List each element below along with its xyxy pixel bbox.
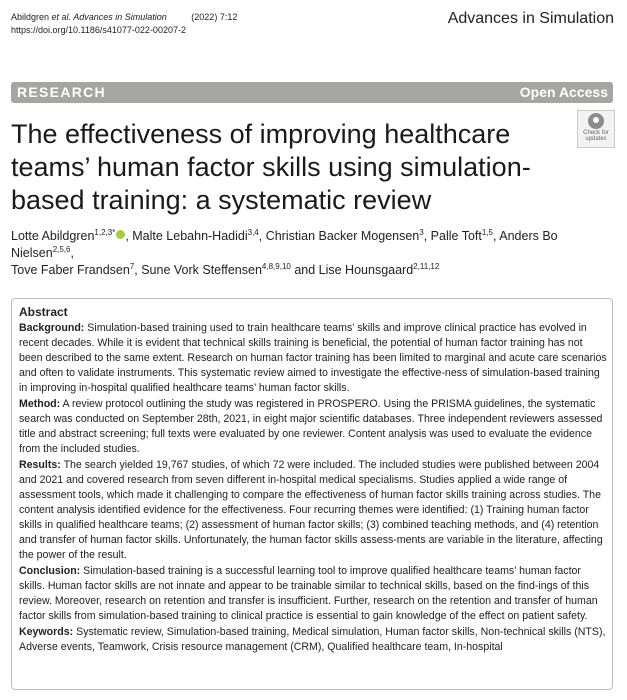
author-affiliation: 3,4: [247, 227, 259, 237]
keywords-label: Keywords:: [19, 626, 74, 638]
background-text: Simulation-based training used to train healthcare teams’ skills and improve clinical practice has evolved in recent decades. While it is evident that technical skills training is beneficial, the potential of human factor training has not been described to the same extent. Research on human factor training has been limited to marginal and acute care scenarios and often to validate instruments. This systematic review aimed to investigate the effective-ness of simulation-based training in improving in-hospital qualified healthcare teams’ human factor skills.: [19, 322, 607, 394]
abstract-background: [19, 321, 607, 396]
check-updates-icon: [588, 113, 604, 129]
author-separator: ,: [258, 229, 266, 243]
author-affiliation: 1,2,3*: [94, 227, 116, 237]
citation-year: (2022) 7:12: [191, 12, 238, 22]
author-separator: ,: [423, 229, 431, 243]
author-separator: and: [290, 263, 319, 277]
author-separator: ,: [70, 246, 74, 260]
journal-name: Advances in Simulation: [447, 10, 614, 27]
conclusion-text: Simulation-based training is a successful learning tool to improve qualified healthcare teams’ human factor skills. Human factor skills are not innate and appear to be trainable similar to technical skills, based on the find-ings of this review. Moreover, research on retention and transfer is insufficient. Further, research on the retention and transfer of human factor skills from simulation-based training to clinical practice is essential to gain knowledge of the effect on patient safety.: [19, 565, 598, 622]
author-name[interactable]: Lise Hounsgaard: [318, 263, 414, 277]
author-affiliation: 3: [419, 227, 424, 237]
citation-authors: Abildgren: [11, 12, 50, 22]
author-separator: ,: [134, 263, 142, 277]
keywords-text: Systematic review, Simulation-based training, Medical simulation, Human factor skills, Non-technical skills (NTS), Adverse events, Teamwork, Crisis resource management (CRM), Qualified healthcare team, In-hospital: [19, 626, 606, 653]
abstract-conclusion: [19, 564, 607, 624]
check-updates-label: Check for updates: [583, 130, 609, 142]
article-type-label: RESEARCH: [17, 84, 106, 100]
results-label: Results:: [19, 459, 61, 471]
author-affiliation: 4,8,9,10: [261, 261, 291, 271]
abstract-box: [11, 298, 613, 690]
author-name[interactable]: Lotte Abildgren: [11, 229, 95, 243]
author-name[interactable]: Anders Bo Nielsen: [11, 229, 558, 260]
abstract-results: [19, 458, 607, 563]
article-type-banner: [11, 82, 613, 103]
background-label: Background:: [19, 322, 85, 334]
author-affiliation: 1,5: [481, 227, 493, 237]
results-text: The search yielded 19,767 studies, of which 72 were included. The included studies were published between 2004 and 2021 and covered research from seven different in-hospital medical specialisms. Studies applied a wide range of assessment tools, which made it challenging to compare the effectiveness of human factor skills training across studies. The content analysis identified evidence for the effectiveness. Four recurring themes were identified: (1) Training human factor skills in qualified healthcare teams; (2) assessment of human factor skills; (3) combined teaching methods, and (4) retention and transfer of human factor skills. Unfortunately, the human factor skills assess-ments are variable in the literature, affecting the power of the result.: [19, 459, 603, 561]
open-access-label: Open Access: [519, 84, 608, 100]
author-affiliation: 2,5,6: [52, 244, 71, 254]
article-title: The effectiveness of improving healthcare teams’ human factor skills using simulation-based training: a systematic review: [11, 119, 531, 215]
author-name[interactable]: Sune Vork Steffensen: [141, 263, 262, 277]
method-text: A review protocol outlining the study was registered in PROSPERO. Using the PRISMA guidelines, the systematic search was conducted on September 28th, 2021, in eight major scientific databases. Three independent reviewers assessed title and abstract screening; full texts were evaluated by one reviewer. Content analysis was used to evaluate the evidence from the included studies.: [19, 398, 603, 455]
author-name[interactable]: Christian Backer Mogensen: [265, 229, 420, 243]
author-separator: ,: [125, 229, 133, 243]
check-for-updates-badge[interactable]: [577, 110, 615, 148]
author-separator: ,: [492, 229, 500, 243]
author-affiliation: 2,11,12: [413, 261, 440, 271]
author-list: [11, 228, 615, 279]
doi-link[interactable]: https://doi.org/10.1186/s41077-022-00207-2: [11, 25, 186, 35]
author-name[interactable]: Malte Lebahn-Hadidi: [132, 229, 248, 243]
method-label: Method:: [19, 398, 61, 410]
abstract-method: [19, 397, 607, 457]
orcid-icon[interactable]: [116, 230, 125, 239]
author-name[interactable]: Tove Faber Frandsen: [11, 263, 130, 277]
author-affiliation: 7: [129, 261, 135, 271]
citation-header: [11, 11, 237, 37]
author-name[interactable]: Palle Toft: [430, 229, 482, 243]
citation-journal: et al. Advances in Simulation: [51, 12, 167, 22]
conclusion-label: Conclusion:: [19, 565, 81, 577]
abstract-heading: Abstract: [19, 305, 68, 319]
abstract-keywords: [19, 625, 607, 655]
